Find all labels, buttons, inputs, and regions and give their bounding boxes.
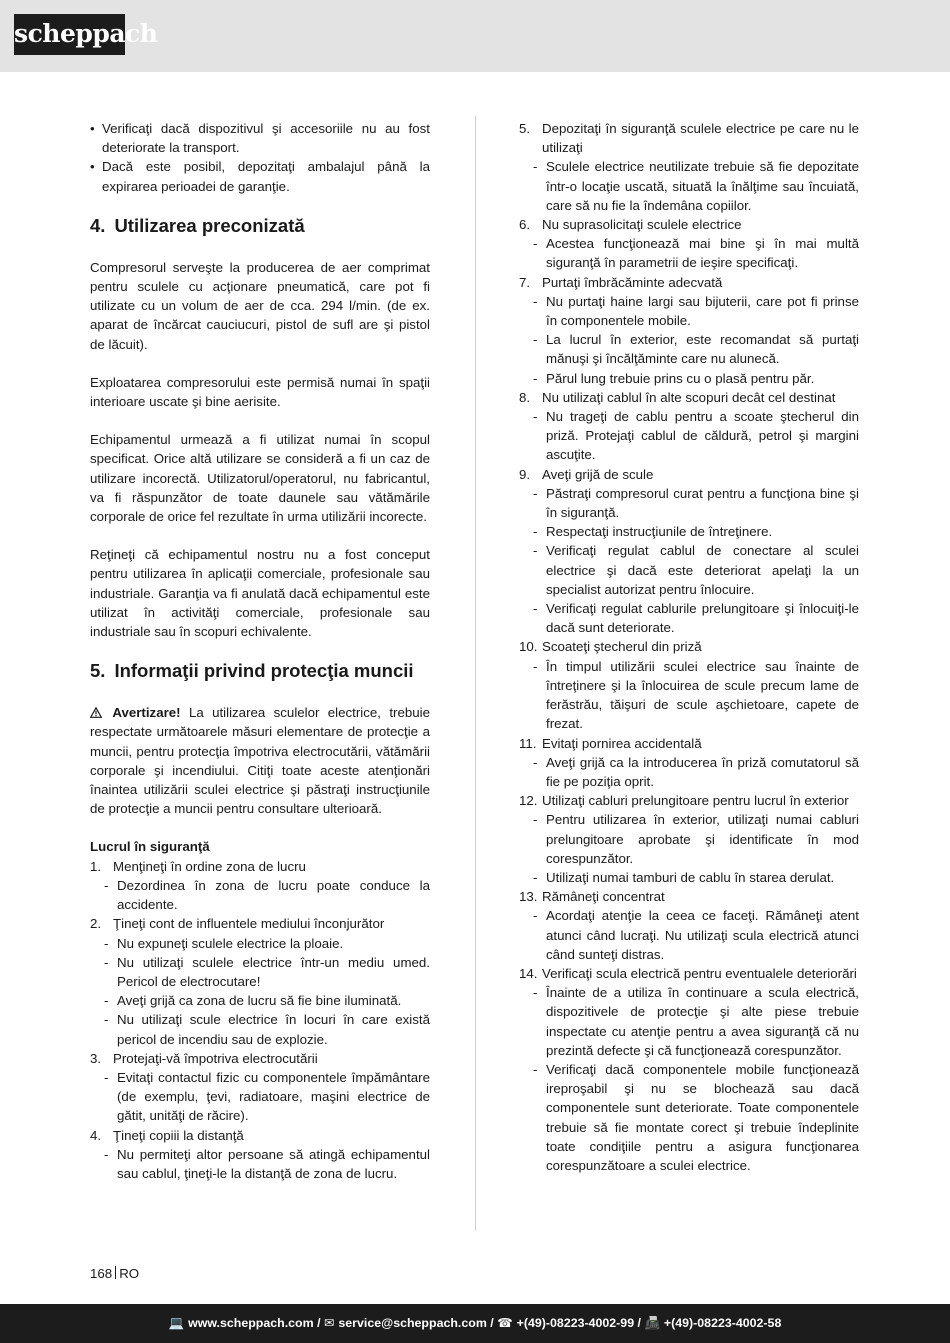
dash-marker: - bbox=[104, 877, 109, 893]
phone-number: +(49)-08223-4002-99 bbox=[516, 1316, 635, 1330]
sub-item: - Verificaţi regulat cablul de conectare al sculei electrice şi dacă este deteriorat apelaţi la un specialist autorizat pentru înlocuire. bbox=[533, 543, 859, 597]
item-number: 14. bbox=[519, 965, 538, 981]
dash-marker: - bbox=[533, 236, 538, 252]
numbered-item bbox=[519, 964, 859, 983]
column-divider bbox=[475, 116, 476, 1231]
sub-item: - În timpul utilizării sculei electrice sau înainte de întreţinere şi la înlocuirea de scule precum lame de ferăstrău, tăişuri de scule aşchietoare, capete de frezat. bbox=[533, 658, 859, 732]
section-5-heading: 5. Informaţii privind protecţia muncii bbox=[90, 660, 414, 682]
sub-item: - Evitaţi contactul fizic cu componentele împământare (de exemplu, ţevi, radiatoare, maşini electrice de gătit, unităţi de răcire). bbox=[104, 1069, 430, 1124]
numbered-item bbox=[519, 791, 859, 810]
numbered-item bbox=[90, 914, 430, 933]
item-number: 9. bbox=[519, 466, 531, 482]
sub-item: - Sculele electrice neutilizate trebuie să fie depozitate într-o locaţie uscată, situată la înălţime sau încuiată, care să nu fie la îndemâna copiilor. bbox=[533, 159, 859, 213]
sub-item: - Nu trageţi de cablu pentru a scoate ştecherul din priză. Protejaţi cablul de căldură, petrol şi margini ascuţite. bbox=[533, 409, 859, 463]
sub-item: - La lucrul în exterior, este recomandat să purtaţi mănuşi şi încălţăminte care nu alunecă. bbox=[533, 332, 859, 367]
sub-item: - Nu permiteţi altor persoane să atingă echipamentul sau cablul, ţineţi-le la distanţă de zona de lucru. bbox=[104, 1146, 430, 1181]
dash-marker: - bbox=[533, 524, 538, 540]
safety-list-right bbox=[519, 119, 859, 1175]
dash-marker: - bbox=[533, 370, 538, 386]
page-header bbox=[0, 0, 950, 72]
sub-item: - Respectaţi instrucţiunile de întreţinere. bbox=[519, 522, 859, 541]
sub-item: - Înainte de a utiliza în continuare a scula electrică, dispozitivele de protecţie şi alte piese trebuie inspectate cu atenţie pentru a avea siguranţă că nu prezintă defecte şi că funcţionează corespunzător. bbox=[533, 985, 859, 1058]
dash-marker: - bbox=[533, 985, 538, 1001]
sub-item: - Pentru utilizarea în exterior, utilizaţi numai cabluri prelungitoare aprobate şi identificate în mod corespunzător. bbox=[533, 812, 859, 866]
warning-paragraph: Avertizare! La utilizarea sculelor electrice, trebuie respectate următoarele măsuri elementare de protecţie a muncii, pentru protecţia împotriva electrocutării, vătămării corporale şi incendiului. Citiţi toate aceste atenţionări înaintea utilizării sculei electrice şi păstraţi instrucţiunile de protecţie a muncii pentru consultare ulterioară. bbox=[90, 705, 430, 817]
dash-marker: - bbox=[533, 658, 538, 674]
dash-marker: - bbox=[533, 601, 538, 617]
item-title: Purtaţi îmbrăcăminte adecvată bbox=[542, 274, 723, 290]
bullet-item: • Verificaţi dacă dispozitivul şi accesoriile nu au fost deteriorate la transport. bbox=[90, 121, 430, 156]
paragraph: Exploatarea compresorului este permisă numai în spaţii interioare uscate şi bine aerisite. bbox=[90, 374, 430, 410]
phone-icon: ☎ bbox=[497, 1316, 513, 1330]
numbered-item bbox=[90, 1049, 430, 1068]
item-title: Scoateţi ştecherul din priză bbox=[542, 639, 702, 655]
numbered-item bbox=[90, 1126, 430, 1145]
paragraph: Reţineţi că echipamentul nostru nu a fost conceput pentru utilizarea în aplicaţii comerciale, profesionale sau industriale. Garanţia va fi anulată dacă echipamentul este utilizat în activităţi comerciale, profesionale sau industriale sau în scopuri echivalente. bbox=[90, 547, 430, 640]
warning-icon bbox=[90, 703, 104, 722]
numbered-item bbox=[519, 215, 859, 234]
computer-icon: 💻 bbox=[168, 1316, 185, 1330]
contact-footer: 💻 www.scheppach.com / ✉ service@scheppach.com / ☎ +(49)-08223-4002-99 / 📠 +(49)-08223-4002-58 bbox=[0, 1304, 950, 1343]
sub-item: - Verificaţi dacă componentele mobile funcţionează ireproşabil şi nu se blochează sau dacă componentele sunt deteriorate. Toate componentele trebuie să fie montate corect şi trebuie îndeplinite toate condiţiile pentru a asigura funcţionarea corespunzătoare a sculei electrice. bbox=[533, 1061, 859, 1173]
section-4-heading: 4. Utilizarea preconizată bbox=[90, 214, 305, 236]
mail-icon: ✉ bbox=[324, 1316, 335, 1330]
bullet-marker: • bbox=[90, 121, 95, 136]
numbered-item bbox=[519, 388, 859, 407]
sub-item: - Păstraţi compresorul curat pentru a funcţiona bine şi în siguranţă. bbox=[533, 485, 859, 521]
dash-marker: - bbox=[533, 1061, 538, 1077]
item-title: Utilizaţi cabluri prelungitoare pentru lucrul în exterior bbox=[542, 793, 849, 809]
paragraph: Compresorul serveşte la producerea de aer comprimat pentru sculele cu acţionare pneumatică, care pot fi utilizate cu un volum de aer de cca. 294 l/min. (de ex. aparat de încărcat cauciucuri, pistol de sufl are şi pistol de lăcuit). bbox=[90, 259, 430, 352]
sub-item: - Acestea funcţionează mai bine şi în mai multă siguranţă în parametrii de ieşire specificaţi. bbox=[533, 236, 859, 271]
sub-item: - Utilizaţi numai tamburi de cablu în starea derulat. bbox=[519, 868, 859, 887]
numbered-item bbox=[519, 637, 859, 656]
dash-marker: - bbox=[104, 1012, 109, 1028]
sub-item: - Dezordinea în zona de lucru poate conduce la accidente. bbox=[104, 877, 430, 913]
fax-icon: 📠 bbox=[644, 1316, 660, 1330]
numbered-item bbox=[519, 465, 859, 484]
sub-item: - Aveţi grijă ca zona de lucru să fie bine iluminată. bbox=[90, 991, 430, 1010]
sub-item: - Nu purtaţi haine largi sau bijuterii, care pot fi prinse în componentele mobile. bbox=[533, 293, 859, 329]
left-column bbox=[90, 119, 430, 1183]
dash-marker: - bbox=[533, 485, 538, 501]
item-title: Nu utilizaţi cablul în alte scopuri decât cel destinat bbox=[542, 389, 836, 405]
sub-item: - Nu utilizaţi sculele electrice într-un mediu umed. Pericol de electrocutare! bbox=[104, 954, 430, 989]
sub-item: - Verificaţi regulat cablurile prelungitoare şi înlocuiţi-le dacă sunt deteriorate. bbox=[533, 601, 859, 636]
item-title: Evitaţi pornirea accidentală bbox=[542, 735, 702, 751]
item-number: 12. bbox=[519, 793, 538, 809]
safety-list-left bbox=[90, 857, 430, 1183]
dash-marker: - bbox=[533, 409, 538, 425]
numbered-item bbox=[519, 119, 859, 157]
item-number: 3. bbox=[90, 1050, 102, 1066]
sub-item: - Aveţi grijă ca la introducerea în priză comutatorul să fie pe poziţia oprit. bbox=[533, 754, 859, 789]
sub-item: - Părul lung trebuie prins cu o plasă pentru păr. bbox=[519, 369, 859, 388]
fax-number: +(49)-08223-4002-58 bbox=[663, 1316, 782, 1330]
warning-label: Avertizare! bbox=[112, 705, 181, 721]
email-link[interactable]: service@scheppach.com bbox=[338, 1316, 487, 1330]
dash-marker: - bbox=[533, 754, 538, 770]
sub-item: - Nu utilizaţi scule electrice în locuri în care există pericol de incendiu sau de explozie. bbox=[104, 1012, 430, 1047]
dash-marker: - bbox=[533, 908, 538, 924]
item-number: 4. bbox=[90, 1127, 102, 1143]
bullet-marker: • bbox=[90, 159, 95, 175]
dash-marker: - bbox=[533, 869, 538, 885]
item-title: Ţineţi copiii la distanţă bbox=[113, 1127, 244, 1143]
numbered-item bbox=[519, 887, 859, 906]
brand-logo: scheppach bbox=[14, 14, 125, 55]
subheading: Lucrul în siguranţă bbox=[90, 839, 210, 855]
dash-marker: - bbox=[104, 993, 109, 1009]
dash-marker: - bbox=[104, 1146, 109, 1162]
item-title: Verificaţi scula electrică pentru eventualele deteriorări bbox=[542, 965, 857, 981]
numbered-item bbox=[519, 734, 859, 753]
dash-marker: - bbox=[533, 293, 538, 309]
item-title: Ţineţi cont de influentele mediului înconjurător bbox=[113, 916, 385, 932]
item-number: 10. bbox=[519, 639, 538, 655]
dash-marker: - bbox=[533, 812, 538, 828]
item-number: 5. bbox=[519, 121, 531, 136]
right-column bbox=[519, 119, 859, 1175]
sub-item: - Nu expuneţi sculele electrice la ploaie. bbox=[90, 934, 430, 953]
item-title: Nu suprasolicitaţi sculele electrice bbox=[542, 217, 742, 233]
item-number: 8. bbox=[519, 389, 531, 405]
item-number: 7. bbox=[519, 274, 531, 290]
page-number: 168 RO bbox=[90, 1266, 140, 1281]
item-number: 13. bbox=[519, 889, 538, 905]
numbered-item bbox=[519, 273, 859, 292]
item-title: Aveţi grijă de scule bbox=[542, 466, 654, 482]
item-number: 2. bbox=[90, 916, 102, 932]
intro-bullet-list bbox=[90, 119, 430, 196]
item-number: 6. bbox=[519, 217, 531, 233]
dash-marker: - bbox=[104, 954, 109, 970]
bullet-item: • Dacă este posibil, depozitaţi ambalajul până la expirarea perioadei de garanţie. bbox=[90, 159, 430, 194]
dash-marker: - bbox=[104, 935, 109, 951]
dash-marker: - bbox=[533, 543, 538, 559]
numbered-item bbox=[90, 857, 430, 876]
sub-item: - Acordaţi atenţie la ceea ce faceţi. Rămâneţi atent atunci când lucraţi. Nu utilizaţi scula electrică atunci când sunteţi distras. bbox=[533, 908, 859, 962]
item-title: Protejaţi-vă împotriva electrocutării bbox=[113, 1050, 318, 1066]
item-title: Menţineţi în ordine zona de lucru bbox=[113, 858, 306, 874]
item-title: Rămâneţi concentrat bbox=[542, 889, 665, 905]
paragraph: Echipamentul urmează a fi utilizat numai în scopul specificat. Orice altă utilizare se consideră a fi un caz de utilizare incorectă. Utilizatorul/operatorul, nu fabricantul, va fi răspunzător de toate daunele sau vătămările corporale de orice fel rezultate în urma utilizării incorecte. bbox=[90, 432, 430, 525]
website-link[interactable]: www.scheppach.com bbox=[188, 1316, 314, 1330]
dash-marker: - bbox=[104, 1069, 109, 1085]
dash-marker: - bbox=[533, 159, 538, 175]
item-number: 11. bbox=[519, 735, 537, 751]
item-number: 1. bbox=[90, 858, 102, 874]
dash-marker: - bbox=[533, 332, 538, 348]
item-title: Depozitaţi în siguranţă sculele electrice pe care nu le utilizaţi bbox=[542, 121, 859, 156]
